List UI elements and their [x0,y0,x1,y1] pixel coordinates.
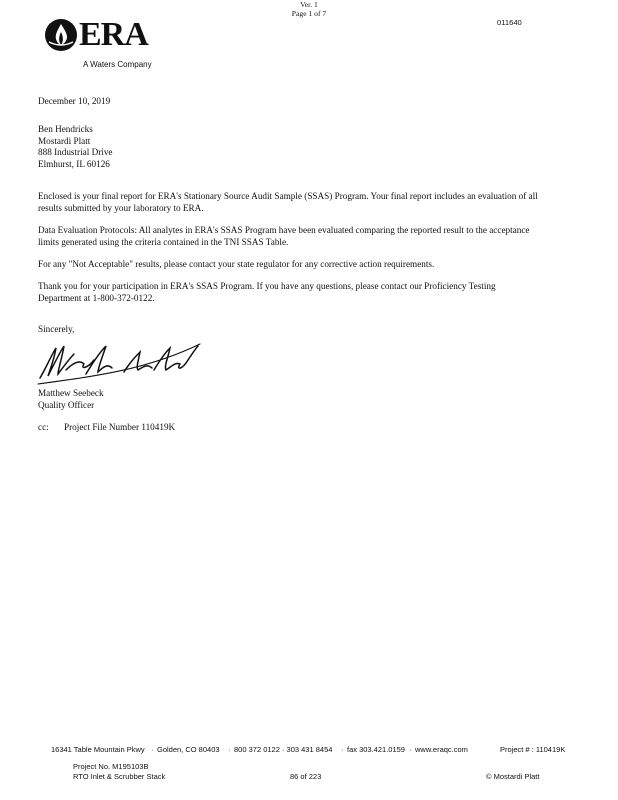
body-paragraph: Enclosed is your final report for ERA's Stationary Source Audit Sample (SSAS) Program. Your final report includes an evaluation of all results submitted by your laboratory to ERA. [38,191,538,213]
signer-name: Matthew Seebeck [38,388,104,398]
footer-project: Project # : 110419K [500,745,566,754]
flame-icon [44,18,78,52]
era-logo [44,18,148,52]
address-line: Ben Hendricks [38,124,93,134]
project-number: Project No. M195103B [73,762,149,771]
logo-wordmark: ERA [79,16,148,53]
closing: Sincerely, [38,324,75,334]
body-paragraph: For any "Not Acceptable" results, please contact your state regulator for any corrective action requirements. [38,259,435,269]
footer-copyright: © Mostardi Platt [486,772,540,781]
page-indicator: Page 1 of 7 [291,9,327,18]
address-line: 888 Industrial Drive [38,147,113,157]
footer-web: www.eraqc.com [415,745,468,754]
signer-title: Quality Officer [38,399,95,410]
recipient-address [38,124,113,170]
version-label: Ver. 1 [300,0,318,9]
footer-bullet: · [341,745,344,754]
footer-phone: 800 372 0122 · 303 431 8454 [234,745,333,754]
body-paragraph: Thank you for your participation in ERA's SSAS Program. If you have any questions, please contact our Proficiency Testing Department at 1-800-372-0122. [38,281,496,303]
body-paragraph: Data Evaluation Protocols: All analytes in ERA's SSAS Program have been evaluated comparing the reported result to the acceptance limits generated using the criteria contained in the TNI SSAS Table. [38,225,530,247]
sampling-location: RTO Inlet & Scrubber Stack [73,772,166,781]
cc-value: Project File Number 110419K [64,422,176,432]
address-line: Mostardi Platt [38,135,91,146]
footer-city: Golden, CO 80403 [157,745,220,754]
footer-bullet: · [228,745,231,754]
footer-bullet: · [409,745,412,754]
document-number: 011640 [497,18,522,27]
logo-tagline: A Waters Company [83,60,152,69]
report-page-count: 86 of 223 [290,772,322,781]
signature-image [36,340,201,386]
cc-label: cc: [38,422,49,432]
address-line: Elmhurst, IL 60126 [38,158,110,169]
footer-fax: fax 303.421.0159 [347,745,405,754]
footer-bullet: · [151,745,154,754]
letter-date: December 10, 2019 [38,96,111,106]
signer-block [38,388,104,411]
footer-address: 16341 Table Mountain Pkwy [51,745,145,754]
